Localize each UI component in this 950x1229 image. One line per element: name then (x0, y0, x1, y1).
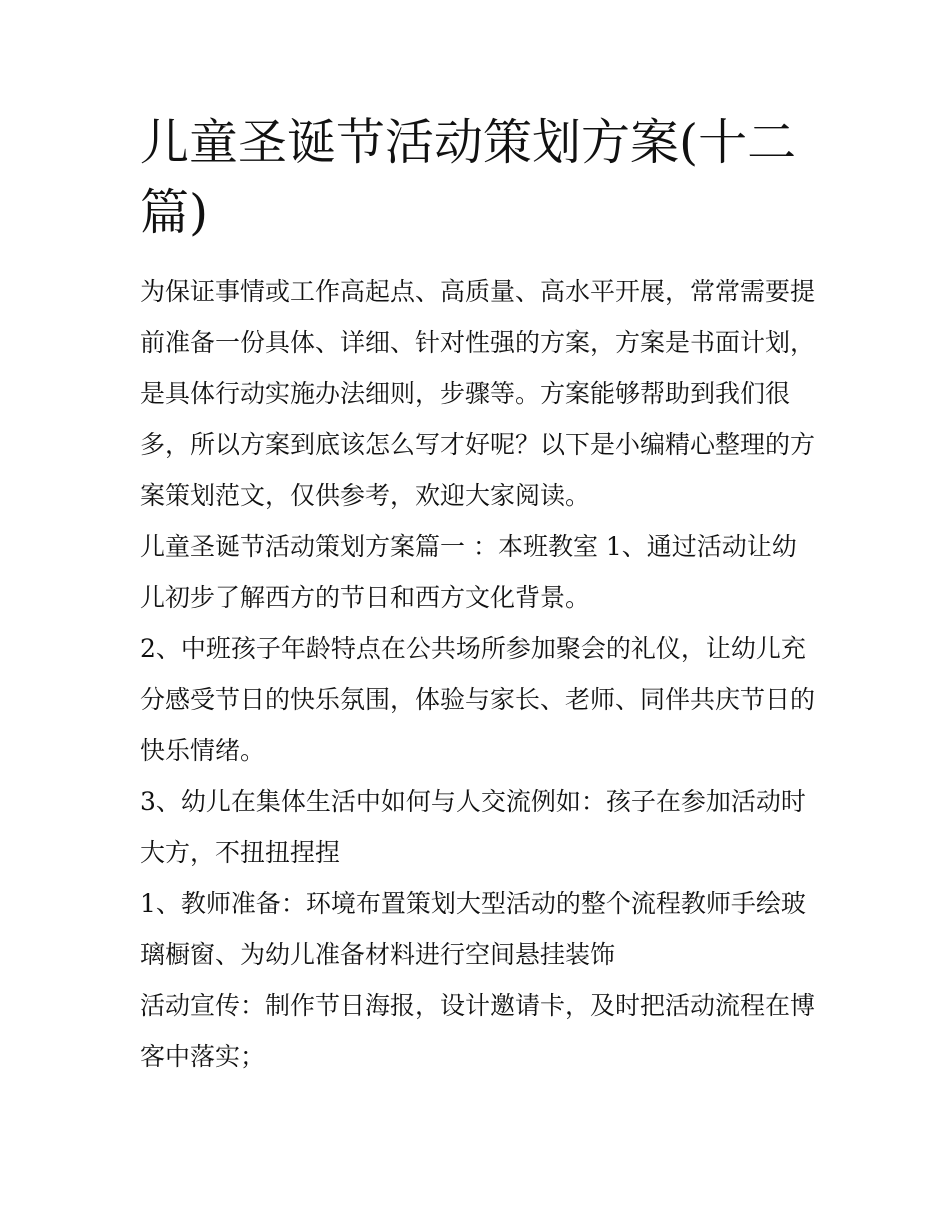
paragraph-item-2: 2、中班孩子年龄特点在公共场所参加聚会的礼仪，让幼儿充分感受节日的快乐氛围，体验与家长、老师、同伴共庆节日的快乐情绪。 (140, 634, 816, 765)
paragraph-promotion: 活动宣传：制作节日海报，设计邀请卡，及时把活动流程在博客中落实； (140, 991, 816, 1071)
paragraph-teacher-prep: 1、教师准备：环境布置策划大型活动的整个流程教师手绘玻璃橱窗、为幼儿准备材料进行空间悬挂装饰 (140, 889, 806, 969)
paragraph-intro: 为保证事情或工作高起点、高质量、高水平开展，常常需要提前准备一份具体、详细、针对性强的方案，方案是书面计划，是具体行动实施办法细则，步骤等。方案能够帮助到我们很多，所以方案到底该怎么写才好呢？以下是小编精心整理的方案策划范文，仅供参考，欢迎大家阅读。 (140, 277, 816, 510)
document-page (140, 108, 820, 1082)
document-title: 儿童圣诞节活动策划方案(十二篇) (140, 114, 797, 241)
paragraph-section-one: 儿童圣诞节活动策划方案篇一 ：本班教室 1、通过活动让幼儿初步了解西方的节日和西方文化背景。 (140, 532, 797, 612)
paragraph-item-3: 3、幼儿在集体生活中如何与人交流例如：孩子在参加活动时大方，不扭扭捏捏 (140, 787, 806, 867)
